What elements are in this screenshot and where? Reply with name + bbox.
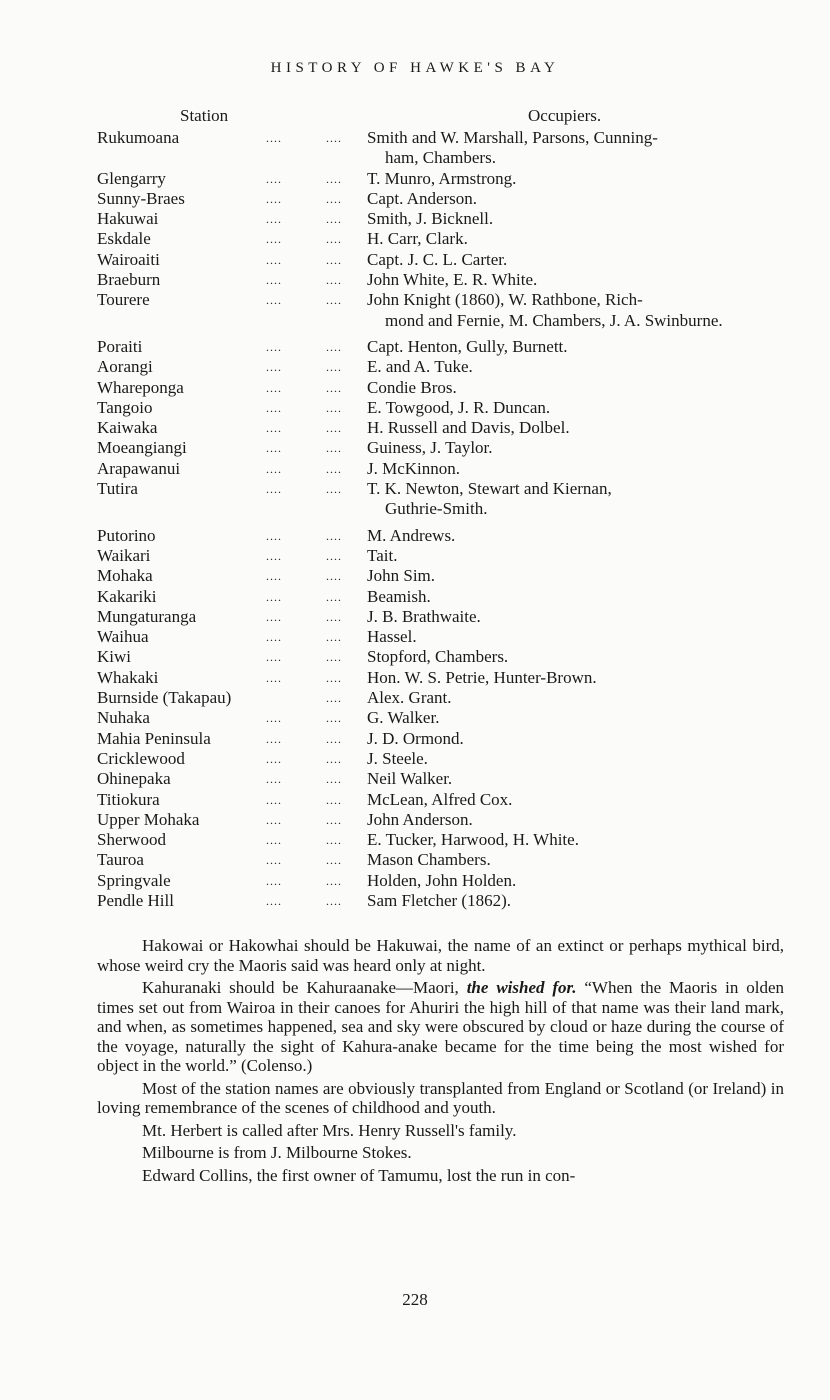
leader-dots: ....	[266, 252, 282, 267]
occupiers-text: Hassel.	[367, 627, 417, 647]
italic-phrase: the wished for.	[466, 978, 577, 997]
occupiers-continuation: ham, Chambers.	[385, 148, 496, 168]
running-head: HISTORY OF HAWKE'S BAY	[270, 60, 560, 76]
leader-dots: ....	[266, 171, 282, 186]
occupiers-text: Sam Fletcher (1862).	[367, 890, 511, 910]
occupiers-cell	[367, 337, 784, 357]
occupiers-text: T. Munro, Armstrong.	[367, 168, 517, 188]
occupiers-text: Capt. J. C. L. Carter.	[367, 249, 508, 269]
table-row	[0, 769, 830, 789]
occupiers-cell	[367, 189, 784, 209]
table-row	[0, 708, 830, 728]
station-name: Kakariki	[97, 586, 157, 606]
table-row	[0, 566, 830, 586]
leader-dots: ....	[266, 772, 282, 787]
table-row	[0, 438, 830, 458]
station-name: Braeburn	[97, 270, 161, 290]
leader-dots: ....	[326, 232, 342, 247]
occupiers-cell	[367, 459, 784, 479]
occupiers-text: G. Walker.	[367, 708, 440, 728]
table-row	[0, 169, 830, 189]
leader-dots: ....	[326, 360, 342, 375]
leader-dots: ....	[266, 191, 282, 206]
occupiers-text: Alex. Grant.	[367, 688, 452, 708]
station-name: Mungaturanga	[97, 606, 197, 626]
occupiers-text: Neil Walker.	[367, 769, 453, 789]
leader-dots: ....	[326, 691, 342, 706]
station-name: Rukumoana	[97, 128, 180, 147]
leader-dots: ....	[326, 252, 342, 267]
prose-block	[97, 936, 784, 1188]
leader-dots: ....	[326, 609, 342, 624]
occupiers-continuation: mond and Fernie, M. Chambers, J. A. Swinburne.	[385, 310, 723, 330]
leader-dots: ....	[266, 893, 282, 908]
occupiers-cell	[367, 128, 784, 169]
leader-dots: ....	[326, 731, 342, 746]
leader-dots: ....	[266, 339, 282, 354]
occupiers-continuation: Guthrie-Smith.	[385, 499, 488, 519]
station-name: Ohinepaka	[97, 769, 171, 789]
occupiers-column-header: Occupiers.	[528, 106, 602, 125]
leader-dots: ....	[326, 772, 342, 787]
station-name: Cricklewood	[97, 748, 185, 768]
leader-dots: ....	[326, 853, 342, 868]
occupiers-cell	[367, 769, 784, 789]
leader-dots: ....	[326, 893, 342, 908]
table-row	[0, 871, 830, 891]
occupiers-text: Hon. W. S. Petrie, Hunter-Brown.	[367, 667, 597, 687]
occupiers-cell	[367, 668, 784, 688]
station-name: Nuhaka	[97, 708, 150, 728]
station-name: Waikari	[97, 545, 151, 565]
station-name: Eskdale	[97, 229, 151, 249]
leader-dots: ....	[266, 873, 282, 888]
station-name: Tourere	[97, 290, 150, 310]
leader-dots: ....	[266, 400, 282, 415]
leader-dots: ....	[266, 589, 282, 604]
occupiers-cell	[367, 250, 784, 270]
occupiers-cell	[367, 607, 784, 627]
table-row	[0, 850, 830, 870]
table-row	[0, 607, 830, 627]
table-row	[0, 668, 830, 688]
paragraph-station-names: Most of the station names are obviously transplanted from England or Scotland (or Ireland) in loving remembrance of the scenes of childhood and youth.	[97, 1078, 784, 1117]
leader-dots: ....	[266, 751, 282, 766]
occupiers-text: Holden, John Holden.	[367, 870, 517, 890]
leader-dots: ....	[326, 670, 342, 685]
station-name: Moeangiangi	[97, 438, 187, 458]
station-name: Hakuwai	[97, 209, 159, 229]
station-name: Upper Mohaka	[97, 809, 200, 829]
table-row	[0, 891, 830, 911]
leader-dots: ....	[326, 548, 342, 563]
leader-dots: ....	[326, 131, 342, 145]
occupiers-cell	[367, 729, 784, 749]
table-row	[0, 128, 830, 169]
paragraph-milbourne: Milbourne is from J. Milbourne Stokes.	[142, 1143, 412, 1162]
table-row	[0, 790, 830, 810]
table-row	[0, 229, 830, 249]
leader-dots: ....	[266, 731, 282, 746]
leader-dots: ....	[266, 212, 282, 227]
occupiers-cell	[367, 378, 784, 398]
station-name: Arapawanui	[97, 458, 181, 478]
occupiers-text: John Sim.	[367, 566, 436, 586]
paragraph-mt-herbert: Mt. Herbert is called after Mrs. Henry Russell's family.	[142, 1120, 517, 1140]
leader-dots: ....	[326, 873, 342, 888]
station-column-header: Station	[180, 106, 229, 125]
station-name: Burnside (Takapau)	[97, 688, 232, 708]
leader-dots: ....	[326, 339, 342, 354]
occupiers-text: Smith, J. Bicknell.	[367, 209, 494, 229]
paragraph-edward-collins: Edward Collins, the first owner of Tamumu, lost the run in con-	[142, 1165, 576, 1185]
table-row	[0, 209, 830, 229]
leader-dots: ....	[326, 751, 342, 766]
table-row	[0, 398, 830, 418]
leader-dots: ....	[326, 171, 342, 186]
occupiers-text: E. Towgood, J. R. Duncan.	[367, 397, 551, 417]
table-row	[0, 688, 830, 708]
station-name: Tangoio	[97, 397, 153, 417]
occupiers-cell	[367, 850, 784, 870]
occupiers-text: Condie Bros.	[367, 377, 457, 397]
occupiers-text: M. Andrews.	[367, 525, 456, 545]
occupiers-text: J. McKinnon.	[367, 458, 461, 478]
leader-dots: ....	[266, 461, 282, 476]
occupiers-cell	[367, 479, 784, 520]
station-name: Glengarry	[97, 168, 166, 188]
occupiers-cell	[367, 830, 784, 850]
table-row	[0, 546, 830, 566]
station-name: Mahia Peninsula	[97, 728, 211, 748]
station-name: Springvale	[97, 870, 171, 890]
leader-dots: ....	[326, 191, 342, 206]
leader-dots: ....	[326, 421, 342, 436]
table-row	[0, 270, 830, 290]
station-name: Kaiwaka	[97, 418, 158, 438]
occupiers-text: Smith and W. Marshall, Parsons, Cunning-	[367, 128, 658, 147]
table-row	[0, 378, 830, 398]
leader-dots: ....	[266, 380, 282, 395]
occupiers-text: Mason Chambers.	[367, 850, 491, 870]
station-name: Kiwi	[97, 647, 131, 667]
station-name: Whakaki	[97, 667, 159, 687]
leader-dots: ....	[266, 812, 282, 827]
occupiers-text: J. D. Ormond.	[367, 728, 464, 748]
leader-dots: ....	[266, 232, 282, 247]
leader-dots: ....	[266, 360, 282, 375]
leader-dots: ....	[266, 548, 282, 563]
occupiers-text: J. B. Brathwaite.	[367, 606, 481, 626]
table-row	[0, 290, 830, 331]
paragraph-hakuwai: Hakowai or Hakowhai should be Hakuwai, the name of an extinct or perhaps mythical bird, whose weird cry the Maoris said was heard only at night.	[97, 936, 784, 975]
leader-dots: ....	[266, 569, 282, 584]
paragraph-kahuranaki: Kahuranaki should be Kahuraanake—Maori, the wished for. “When the Maoris in olden times set out from Wairoa in their canoes for Ahuriri the high hill of that name was their land mark, and when, as sometimes happened, sea and sky were obscured by cloud or haze during the course of the voyage, naturally the sight of Kahura-anake became for the time being the most wished for object in the world.” (Colenso.)	[97, 978, 784, 1075]
leader-dots: ....	[266, 293, 282, 308]
leader-dots: ....	[266, 131, 282, 145]
occupiers-text: H. Carr, Clark.	[367, 229, 468, 249]
occupiers-text: Capt. Anderson.	[367, 188, 478, 208]
occupiers-cell	[367, 749, 784, 769]
occupiers-cell	[367, 418, 784, 438]
table-row	[0, 479, 830, 520]
occupiers-text: McLean, Alfred Cox.	[367, 789, 513, 809]
occupiers-cell	[367, 587, 784, 607]
occupiers-text: Guiness, J. Taylor.	[367, 438, 493, 458]
occupiers-text: Stopford, Chambers.	[367, 647, 509, 667]
occupiers-text: E. and A. Tuke.	[367, 357, 473, 377]
occupiers-text: Capt. Henton, Gully, Burnett.	[367, 336, 568, 356]
leader-dots: ....	[326, 630, 342, 645]
station-name: Tauroa	[97, 850, 144, 870]
occupiers-cell	[367, 647, 784, 667]
table-row	[0, 810, 830, 830]
occupiers-text: H. Russell and Davis, Dolbel.	[367, 418, 570, 438]
table-row	[0, 587, 830, 607]
occupiers-cell	[367, 891, 784, 911]
leader-dots: ....	[266, 609, 282, 624]
station-name: Pendle Hill	[97, 890, 174, 910]
occupiers-cell	[367, 708, 784, 728]
occupiers-cell	[367, 438, 784, 458]
station-name: Mohaka	[97, 566, 153, 586]
table-row	[0, 627, 830, 647]
occupiers-text: John Anderson.	[367, 809, 473, 829]
occupiers-cell	[367, 546, 784, 566]
leader-dots: ....	[266, 482, 282, 497]
table-row	[0, 189, 830, 209]
station-name: Whareponga	[97, 377, 184, 397]
occupiers-cell	[367, 566, 784, 586]
table-row	[0, 830, 830, 850]
station-name: Putorino	[97, 525, 156, 545]
leader-dots: ....	[326, 441, 342, 456]
leader-dots: ....	[266, 441, 282, 456]
occupiers-cell	[367, 169, 784, 189]
station-name: Wairoaiti	[97, 249, 160, 269]
occupiers-cell	[367, 810, 784, 830]
station-name: Titiokura	[97, 789, 160, 809]
station-name: Sherwood	[97, 830, 166, 850]
occupiers-cell	[367, 871, 784, 891]
occupiers-text: John White, E. R. White.	[367, 270, 538, 290]
table-row	[0, 647, 830, 667]
leader-dots: ....	[326, 792, 342, 807]
leader-dots: ....	[326, 273, 342, 288]
leader-dots: ....	[326, 833, 342, 848]
leader-dots: ....	[266, 421, 282, 436]
occupiers-text: Tait.	[367, 545, 398, 565]
leader-dots: ....	[266, 670, 282, 685]
occupiers-text: John Knight (1860), W. Rathbone, Rich-	[367, 290, 643, 310]
occupiers-cell	[367, 270, 784, 290]
occupiers-cell	[367, 526, 784, 546]
page-number: 228	[402, 1290, 428, 1309]
station-name: Tutira	[97, 479, 138, 499]
leader-dots: ....	[326, 528, 342, 543]
occupiers-text: J. Steele.	[367, 748, 428, 768]
leader-dots: ....	[266, 792, 282, 807]
occupiers-cell	[367, 357, 784, 377]
table-row	[0, 526, 830, 546]
occupiers-cell	[367, 229, 784, 249]
table-row	[0, 459, 830, 479]
leader-dots: ....	[326, 812, 342, 827]
leader-dots: ....	[326, 461, 342, 476]
table-row	[0, 357, 830, 377]
occupiers-cell	[367, 790, 784, 810]
occupiers-cell	[367, 688, 784, 708]
leader-dots: ....	[266, 273, 282, 288]
leader-dots: ....	[266, 650, 282, 665]
leader-dots: ....	[266, 853, 282, 868]
leader-dots: ....	[266, 711, 282, 726]
leader-dots: ....	[326, 293, 342, 308]
leader-dots: ....	[326, 711, 342, 726]
occupiers-text: T. K. Newton, Stewart and Kiernan,	[367, 479, 612, 499]
leader-dots: ....	[326, 569, 342, 584]
occupiers-cell	[367, 209, 784, 229]
station-name: Waihua	[97, 627, 149, 647]
occupiers-text: Beamish.	[367, 586, 431, 606]
leader-dots: ....	[266, 528, 282, 543]
leader-dots: ....	[266, 630, 282, 645]
table-row	[0, 749, 830, 769]
table-row	[0, 729, 830, 749]
occupiers-cell	[367, 627, 784, 647]
table-row	[0, 250, 830, 270]
station-table	[0, 128, 830, 911]
occupiers-cell	[367, 398, 784, 418]
leader-dots: ....	[326, 482, 342, 497]
station-name: Aorangi	[97, 357, 153, 377]
leader-dots: ....	[326, 589, 342, 604]
leader-dots: ....	[326, 380, 342, 395]
station-name: Sunny-Braes	[97, 188, 185, 208]
occupiers-text: E. Tucker, Harwood, H. White.	[367, 830, 579, 850]
station-name: Poraiti	[97, 336, 143, 356]
table-row	[0, 418, 830, 438]
table-row	[0, 337, 830, 357]
occupiers-cell	[367, 290, 784, 331]
leader-dots: ....	[266, 833, 282, 848]
leader-dots: ....	[326, 400, 342, 415]
leader-dots: ....	[326, 212, 342, 227]
leader-dots: ....	[326, 650, 342, 665]
